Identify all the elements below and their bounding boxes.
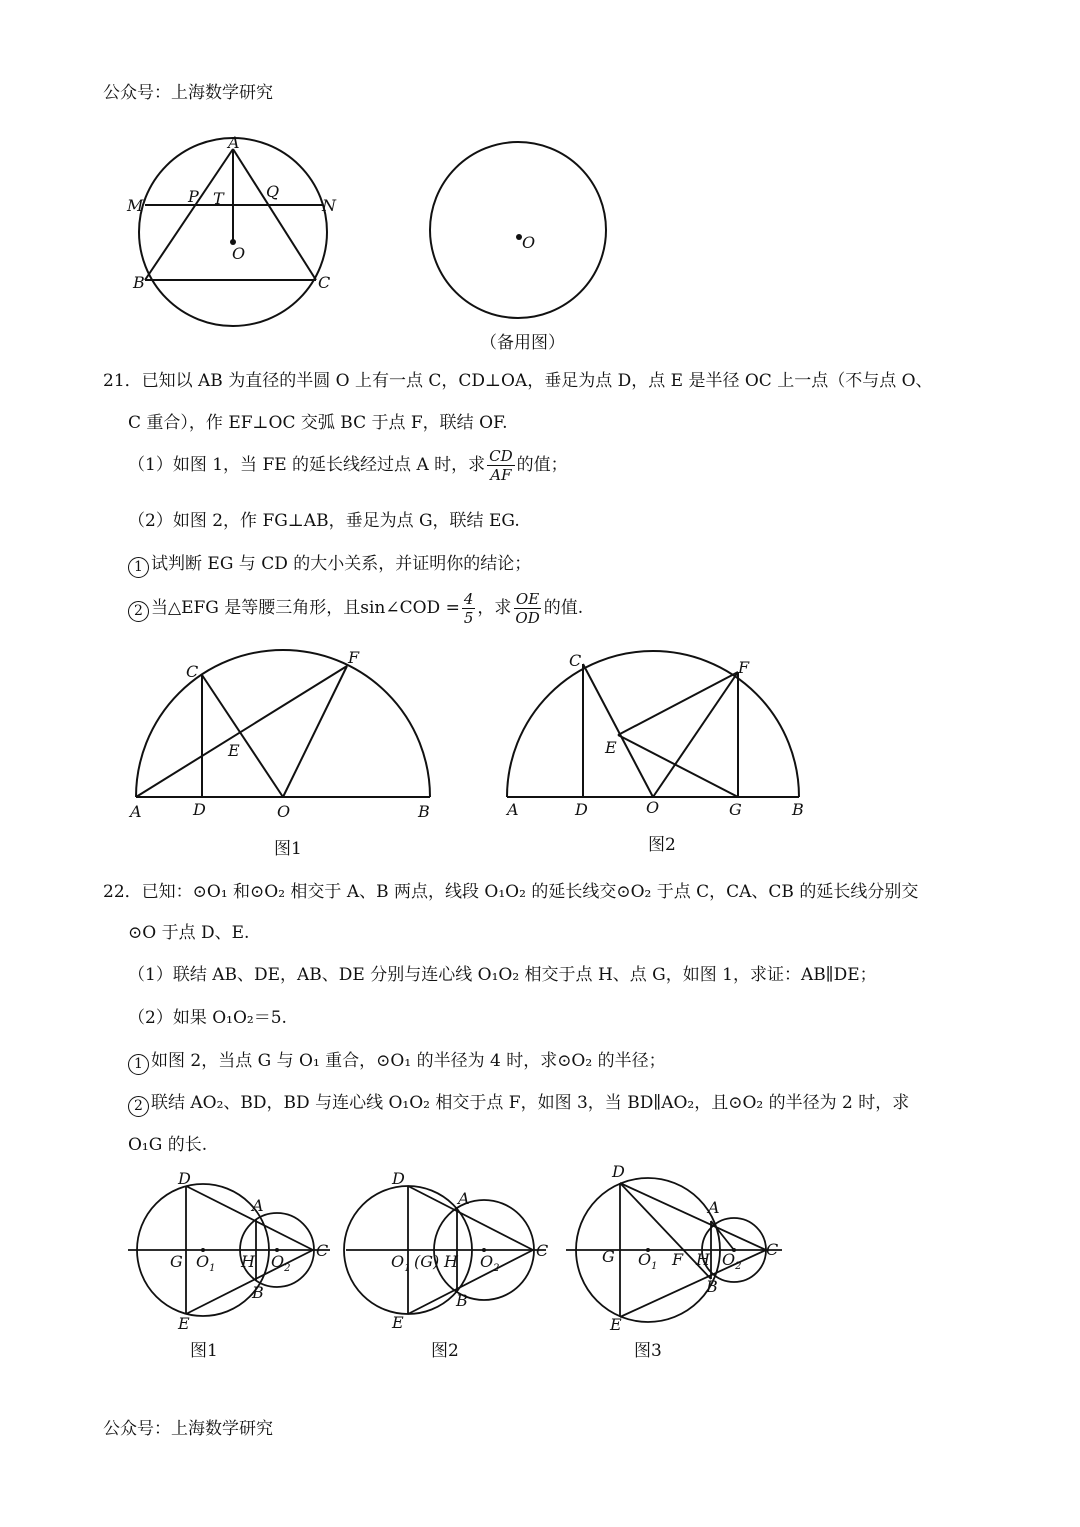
label-p: P	[188, 187, 199, 206]
label-b: B	[133, 273, 145, 292]
label-d: D	[612, 1162, 625, 1181]
label-o2	[271, 1252, 291, 1274]
label-g: G	[170, 1252, 183, 1271]
q22-figure-2-caption: 图2	[431, 1341, 459, 1361]
label-c: C	[316, 1241, 329, 1260]
label-o1-sub: 1	[209, 1263, 216, 1274]
label-o1-letter: O	[391, 1252, 405, 1271]
fraction-4-5	[462, 590, 476, 627]
page-footer: 公众号：上海数学研究	[103, 1419, 273, 1439]
q22-sub2-text: 联结 AO₂、BD，BD 与连心线 O₁O₂ 相交于点 F，如图 3，当 BD∥AO₂，且⊙O₂ 的半径为 2 时，求	[151, 1093, 910, 1113]
top-figures	[120, 130, 620, 340]
label-c: C	[569, 651, 582, 670]
q22-figure-1-caption: 图1	[190, 1341, 218, 1361]
label-f: F	[672, 1250, 684, 1269]
label-g: G	[602, 1247, 615, 1266]
label-c: C	[536, 1241, 549, 1260]
label-o1-letter: O	[638, 1250, 652, 1269]
label-t: T	[213, 189, 224, 208]
circled-number-2: 2	[128, 1096, 149, 1117]
label-m: M	[127, 196, 144, 215]
label-q: Q	[266, 182, 280, 201]
label-d: D	[575, 800, 588, 819]
label-o2-letter: O	[271, 1252, 285, 1271]
label-b: B	[252, 1283, 264, 1302]
label-h: H	[444, 1252, 458, 1271]
label-h: H	[241, 1252, 255, 1271]
q22-figure-1	[120, 1160, 340, 1335]
label-b: B	[706, 1277, 718, 1296]
segment-ao2	[711, 1221, 734, 1250]
segment-co	[583, 664, 653, 797]
semicircle-arc	[136, 650, 430, 797]
label-o: O	[277, 802, 291, 821]
label-o2-letter: O	[480, 1252, 494, 1271]
q22-part2: （2）如果 O₁O₂＝5.	[128, 1008, 287, 1028]
label-o2-sub: 2	[493, 1263, 500, 1274]
label-e: E	[228, 741, 240, 760]
q22-sub2	[128, 1088, 909, 1117]
label-o1-letter: O	[196, 1252, 210, 1271]
fraction-numerator: OE	[515, 590, 540, 608]
q21-part1-text: （1）如图 1，当 FE 的延长线经过点 A 时，求	[128, 455, 486, 475]
label-c: C	[186, 662, 199, 681]
q22-sub1	[128, 1046, 666, 1075]
label-d: D	[193, 800, 206, 819]
q21-sub2-mid: ，求	[477, 598, 512, 618]
label-d: D	[178, 1169, 191, 1188]
q21-sub2	[128, 590, 583, 627]
label-b: B	[456, 1291, 468, 1310]
q21-sub1-text: 试判断 EG 与 CD 的大小关系，并证明你的结论；	[151, 554, 532, 574]
label-e: E	[605, 738, 617, 757]
label-o1-sub: 1	[404, 1263, 411, 1274]
label-a: A	[130, 802, 142, 821]
fraction-denominator: OD	[515, 609, 540, 627]
spare-figure-caption: （备用图）	[480, 333, 565, 353]
fraction-cd-af	[487, 447, 515, 484]
label-o2-letter: O	[722, 1250, 736, 1269]
spare-label-o: O	[522, 233, 536, 252]
label-e: E	[392, 1313, 404, 1332]
q21-figure-1	[120, 640, 460, 830]
label-e: E	[610, 1315, 622, 1334]
segment-ab	[145, 149, 233, 280]
q21-figure-1-caption: 图1	[274, 839, 302, 859]
segment-of	[653, 672, 738, 797]
label-o1	[196, 1252, 216, 1274]
fraction-numerator: 4	[463, 590, 474, 608]
circled-number-2: 2	[128, 601, 149, 622]
q21-line2: C 重合），作 EF⊥OC 交弧 BC 于点 F，联结 OF.	[128, 413, 508, 433]
q21-figure-2	[495, 640, 825, 830]
label-o2	[480, 1252, 500, 1274]
q22-figure-3-caption: 图3	[634, 1341, 662, 1361]
label-a: A	[228, 133, 240, 152]
q22-line2: ⊙O 于点 D、E.	[128, 923, 250, 943]
label-c: C	[318, 273, 331, 292]
label-o2-sub: 2	[735, 1261, 742, 1272]
circled-number-1: 1	[128, 1054, 149, 1075]
label-n: N	[322, 196, 336, 215]
label-a: A	[507, 800, 519, 819]
fraction-oe-od	[513, 590, 541, 627]
circled-number-1: 1	[128, 557, 149, 578]
label-h: H	[696, 1250, 710, 1269]
segment-co	[202, 675, 283, 797]
q21-part1-tail: 的值；	[516, 455, 568, 475]
label-o: O	[232, 244, 246, 263]
fraction-denominator: AF	[490, 466, 512, 484]
segment-ef	[618, 672, 738, 735]
label-a: A	[458, 1189, 470, 1208]
q21-part2: （2）如图 2，作 FG⊥AB，垂足为点 G，联结 EG.	[128, 511, 520, 531]
label-d: D	[392, 1169, 405, 1188]
label-g: G	[729, 800, 742, 819]
spare-circle	[430, 142, 606, 318]
fraction-denominator: 5	[463, 609, 474, 627]
label-b: B	[792, 800, 804, 819]
label-f: F	[348, 648, 360, 667]
label-g: (G)	[414, 1252, 440, 1271]
q22-figure-2	[340, 1160, 560, 1335]
q21-figure-2-caption: 图2	[648, 835, 676, 855]
q22-figure-3	[560, 1155, 790, 1335]
page-header: 公众号：上海数学研究	[103, 83, 273, 103]
q21-part1	[128, 447, 568, 484]
label-o1-sub: 1	[651, 1261, 658, 1272]
q21-sub1	[128, 549, 531, 578]
label-o: O	[646, 798, 660, 817]
q21-line1: 21．已知以 AB 为直径的半圆 O 上有一点 C，CD⊥OA，垂足为点 D，点 E 是半径 OC 上一点（不与点 O、	[103, 371, 933, 391]
label-c: C	[766, 1240, 779, 1259]
label-f: F	[738, 658, 750, 677]
label-o2	[722, 1250, 742, 1272]
label-e: E	[178, 1314, 190, 1333]
q22-sub1-text: 如图 2，当点 G 与 O₁ 重合，⊙O₁ 的半径为 4 时，求⊙O₂ 的半径；	[151, 1051, 666, 1071]
label-a: A	[252, 1196, 264, 1215]
q22-part1: （1）联结 AB、DE，AB、DE 分别与连心线 O₁O₂ 相交于点 H、点 G，如图 1，求证：AB∥DE；	[128, 965, 877, 985]
q21-sub2-text: 当△EFG 是等腰三角形，且sin∠COD =	[151, 598, 460, 618]
label-b: B	[418, 802, 430, 821]
label-o2-sub: 2	[284, 1263, 291, 1274]
fraction-numerator: CD	[489, 447, 513, 465]
semicircle-arc	[507, 651, 799, 797]
label-o1	[638, 1250, 658, 1272]
q22-line1: 22．已知：⊙O₁ 和⊙O₂ 相交于 A、B 两点，线段 O₁O₂ 的延长线交⊙O₂ 于点 C，CA、CB 的延长线分别交	[103, 882, 919, 902]
q22-line-last: O₁G 的长.	[128, 1135, 208, 1155]
label-a: A	[708, 1198, 720, 1217]
q21-sub2-tail: 的值.	[543, 598, 584, 618]
